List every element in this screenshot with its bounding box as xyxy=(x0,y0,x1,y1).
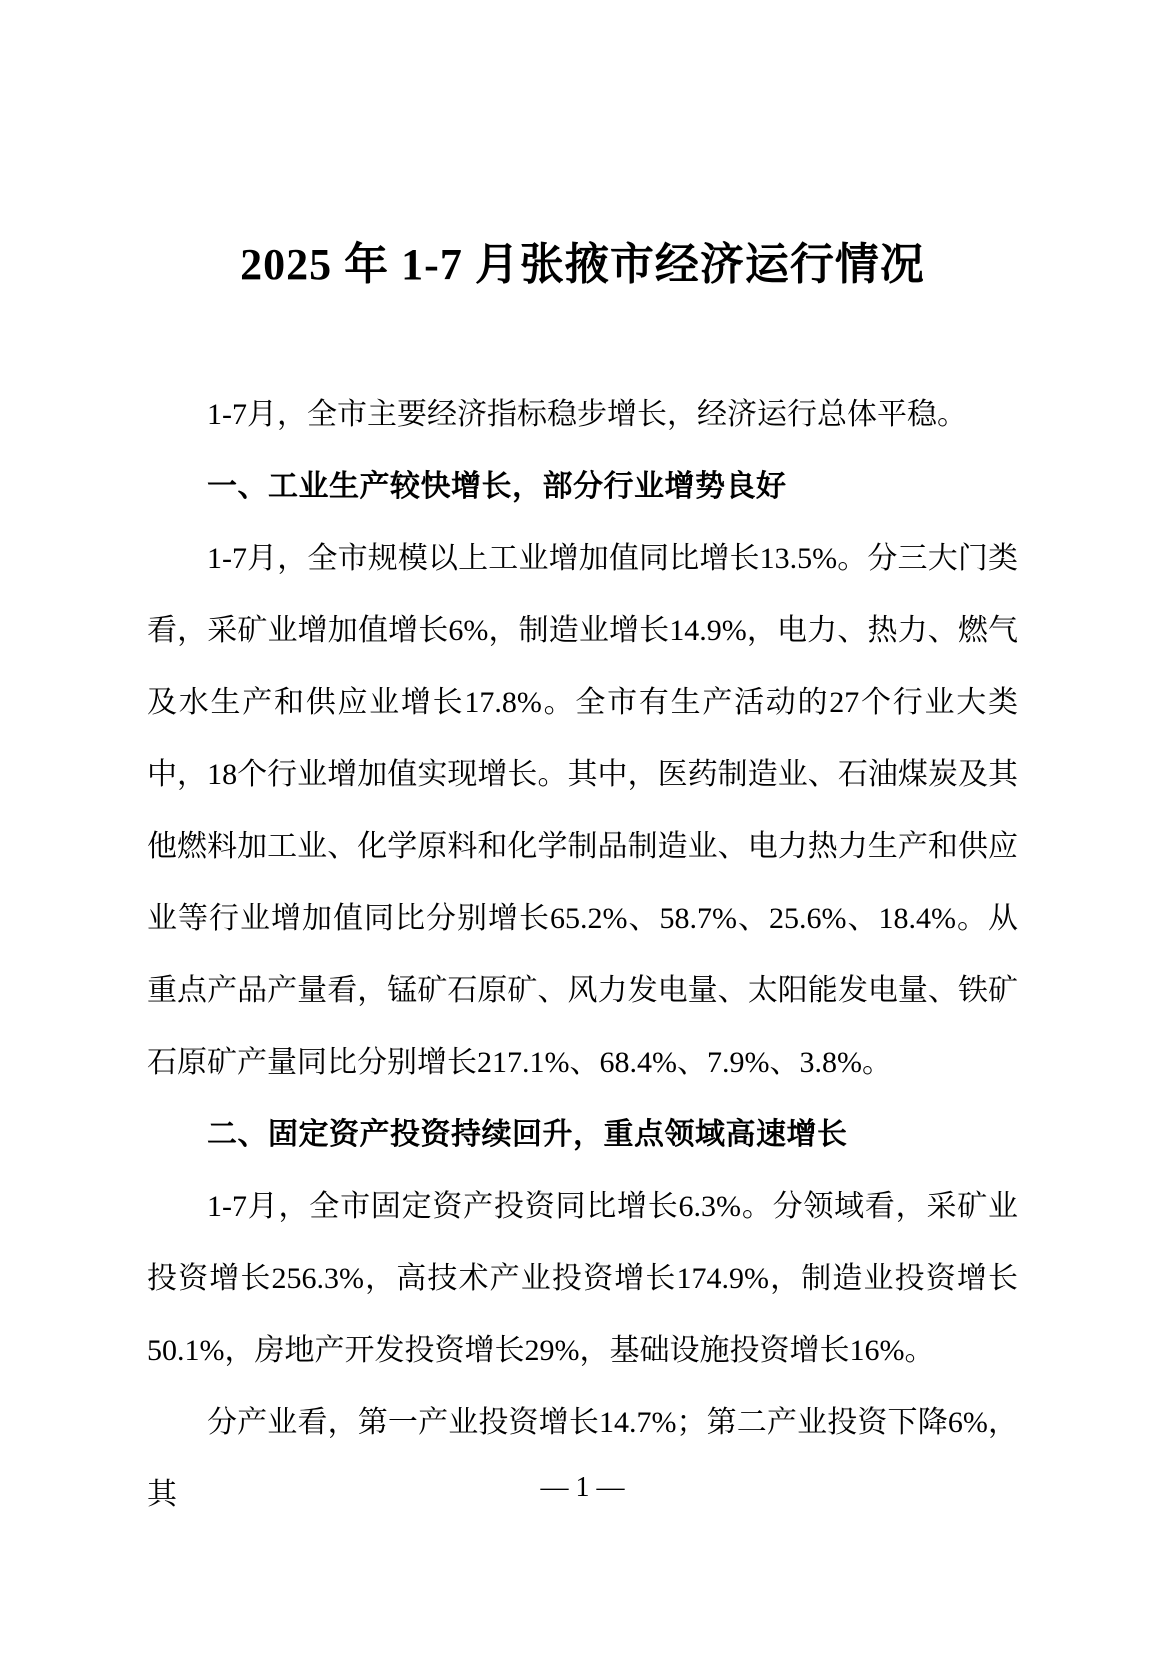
section-heading-2: 二、固定资产投资持续回升，重点领域高速增长 xyxy=(207,1118,848,1151)
document-title: 2025 年 1-7 月张掖市经济运行情况 xyxy=(240,240,925,289)
paragraph-industry: 1-7月，全市规模以上工业增加值同比增长13.5%。分三大门类看，采矿业增加值增长6%，制造业增长14.9%，电力、热力、燃气及水生产和供应业增长17.8%。全市有生产活动的27个行业大类中，18个行业增加值实现增长。其中，医药制造业、石油煤炭及其他燃料加工业、化学原料和化学制品制造业、电力热力生产和供应业等行业增加值同比分别增长65.2%、58.7%、25.6%、18.4%。从重点产品产量看，锰矿石原矿、风力发电量、太阳能发电量、铁矿石原矿产量同比分别增长217.1%、68.4%、7.9%、3.8%。 xyxy=(147,542,1018,1079)
page-number: — 1 — xyxy=(540,1472,625,1503)
paragraph-industry-breakdown: 分产业看，第一产业投资增长14.7%；第二产业投资下降6%，其 xyxy=(147,1406,1018,1511)
paragraph-intro: 1-7月，全市主要经济指标稳步增长，经济运行总体平稳。 xyxy=(207,398,967,431)
paragraph-investment: 1-7月，全市固定资产投资同比增长6.3%。分领域看，采矿业投资增长256.3%，高技术产业投资增长174.9%，制造业投资增长50.1%，房地产开发投资增长29%，基础设施投资增长16%。 xyxy=(147,1190,1018,1367)
section-heading-1: 一、工业生产较快增长，部分行业增势良好 xyxy=(207,470,787,503)
document-content xyxy=(0,240,1165,1531)
